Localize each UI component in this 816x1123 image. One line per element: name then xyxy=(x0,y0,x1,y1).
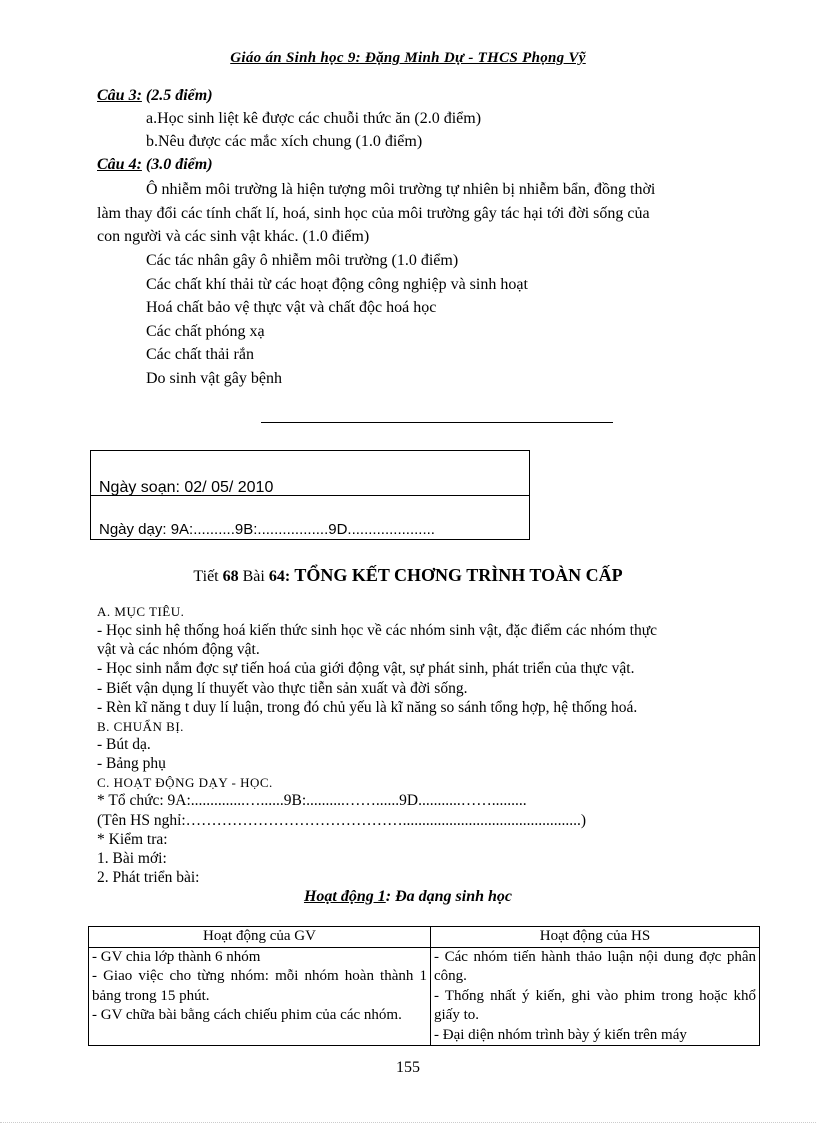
cau4-item: Các chất thải rắn xyxy=(146,346,254,363)
cau3-points: (2.5 điểm) xyxy=(141,87,213,104)
gv-item: - GV chia lớp thành 6 nhóm xyxy=(92,948,261,965)
section-a-heading: A. MỤC TIÊU. xyxy=(97,604,185,619)
cau3-line-a: a.Học sinh liệt kê được các chuỗi thức ăn (2.0 điểm) xyxy=(146,110,482,127)
section-a-line: - Rèn kĩ năng t duy lí luận, trong đó chủ yếu là kĩ năng so sánh tổng hợp, hệ thống hoá. xyxy=(97,699,638,716)
gv-item: - Giao việc cho từng nhóm: mỗi nhóm hoàn thành 1 bảng trong 15 phút. xyxy=(92,968,427,1004)
cau4-item: Các chất phóng xạ xyxy=(146,323,265,340)
ngay-soan: Ngày soạn: 02/ 05/ 2010 xyxy=(99,479,274,496)
activity-table xyxy=(88,926,760,1046)
phat-trien-bai: 2. Phát triển bài: xyxy=(97,869,200,886)
cau3-heading xyxy=(97,84,213,107)
cau4-item: Do sinh vật gây bệnh xyxy=(146,370,282,387)
separator-rule xyxy=(261,422,613,423)
title-prefix: Tiết xyxy=(193,568,223,585)
section-a-line: - Học sinh hệ thống hoá kiến thức sinh học về các nhóm sinh vật, đặc điểm các nhóm thực xyxy=(97,622,658,639)
title-bai: 64: xyxy=(268,568,291,585)
cau4-item: Các chất khí thải từ các hoạt động công nghiệp và sinh hoạt xyxy=(146,276,528,293)
table-header-row xyxy=(89,927,760,948)
date-box xyxy=(90,450,530,540)
cau4-points: (3.0 điểm) xyxy=(141,156,213,173)
cau4-para-line-3: con người và các sinh vật khác. (1.0 điểm) xyxy=(97,228,370,245)
header-hs: Hoạt động của HS xyxy=(431,927,760,948)
section-a-line: - Biết vận dụng lí thuyết vào thực tiễn sản xuất và đời sống. xyxy=(97,680,468,697)
header-gv: Hoạt động của GV xyxy=(89,927,431,948)
title-bai-label: Bài xyxy=(238,568,269,585)
activity-label: Hoạt động 1 xyxy=(303,888,386,905)
cau4-heading xyxy=(97,153,213,176)
page-number: 155 xyxy=(396,1059,420,1076)
hs-item: - Các nhóm tiến hành thảo luận nội dung đợc phân công. xyxy=(434,948,756,984)
lesson-title xyxy=(0,565,816,586)
gv-cell xyxy=(89,947,431,1046)
hs-item: - Thống nhất ý kiến, ghi vào phim trong hoặc khổ giấy to. xyxy=(434,987,756,1023)
activity-heading xyxy=(0,888,816,906)
section-c-heading: C. HOẠT ĐỘNG DẠY - HỌC. xyxy=(97,775,273,790)
section-b-line: - Bảng phụ xyxy=(97,755,166,772)
cau4-item: Các tác nhân gây ô nhiễm môi trường (1.0 điểm) xyxy=(146,252,459,269)
ten-hs-nghi: (Tên HS nghỉ:……………………………………..............................................) xyxy=(97,812,587,829)
title-tiet: 68 xyxy=(222,568,239,585)
section-a-line: vật và các nhóm động vật. xyxy=(97,641,260,658)
date-box-divider xyxy=(91,495,529,496)
cau4-para-line-1: Ô nhiễm môi trường là hiện tượng môi trường tự nhiên bị nhiễm bẩn, đồng thời xyxy=(146,181,656,198)
activity-title: : Đa dạng sinh học xyxy=(385,888,513,905)
ngay-day: Ngày dạy: 9A:..........9B:.................9D..................... xyxy=(99,521,435,538)
hs-item: - Đại diện nhóm trình bày ý kiến trên máy xyxy=(434,1026,687,1043)
section-a-line: - Học sinh nắm đợc sự tiến hoá của giới động vật, sự phát sinh, phát triển của thực vật. xyxy=(97,660,635,677)
cau4-label: Câu 4: xyxy=(97,156,142,173)
kiem-tra: * Kiểm tra: xyxy=(97,831,168,848)
cau3-line-b: b.Nêu được các mắc xích chung (1.0 điểm) xyxy=(146,133,423,150)
section-b-line: - Bút dạ. xyxy=(97,736,151,753)
gv-item: - GV chữa bài bằng cách chiếu phim của các nhóm. xyxy=(92,1007,402,1023)
table-row xyxy=(89,947,760,1046)
cau3-label: Câu 3: xyxy=(97,87,142,104)
page-header: Giáo án Sinh học 9: Đặng Minh Dự - THCS Phọng Vỹ xyxy=(230,50,586,66)
to-chuc: * Tổ chức: 9A:..............…......9B:..........……......9D...........……......... xyxy=(97,792,527,809)
cau4-para-line-2: làm thay đổi các tính chất lí, hoá, sinh học của môi trường gây tác hại tới đời sống của xyxy=(97,205,650,222)
title-main: TỔNG KẾT CHƠNG TRÌNH TOÀN CẤP xyxy=(290,565,623,585)
cau4-item: Hoá chất bảo vệ thực vật và chất độc hoá học xyxy=(146,299,437,316)
bai-moi: 1. Bài mới: xyxy=(97,850,167,867)
section-b-heading: B. CHUẨN BỊ. xyxy=(97,719,184,734)
hs-cell xyxy=(431,947,760,1046)
